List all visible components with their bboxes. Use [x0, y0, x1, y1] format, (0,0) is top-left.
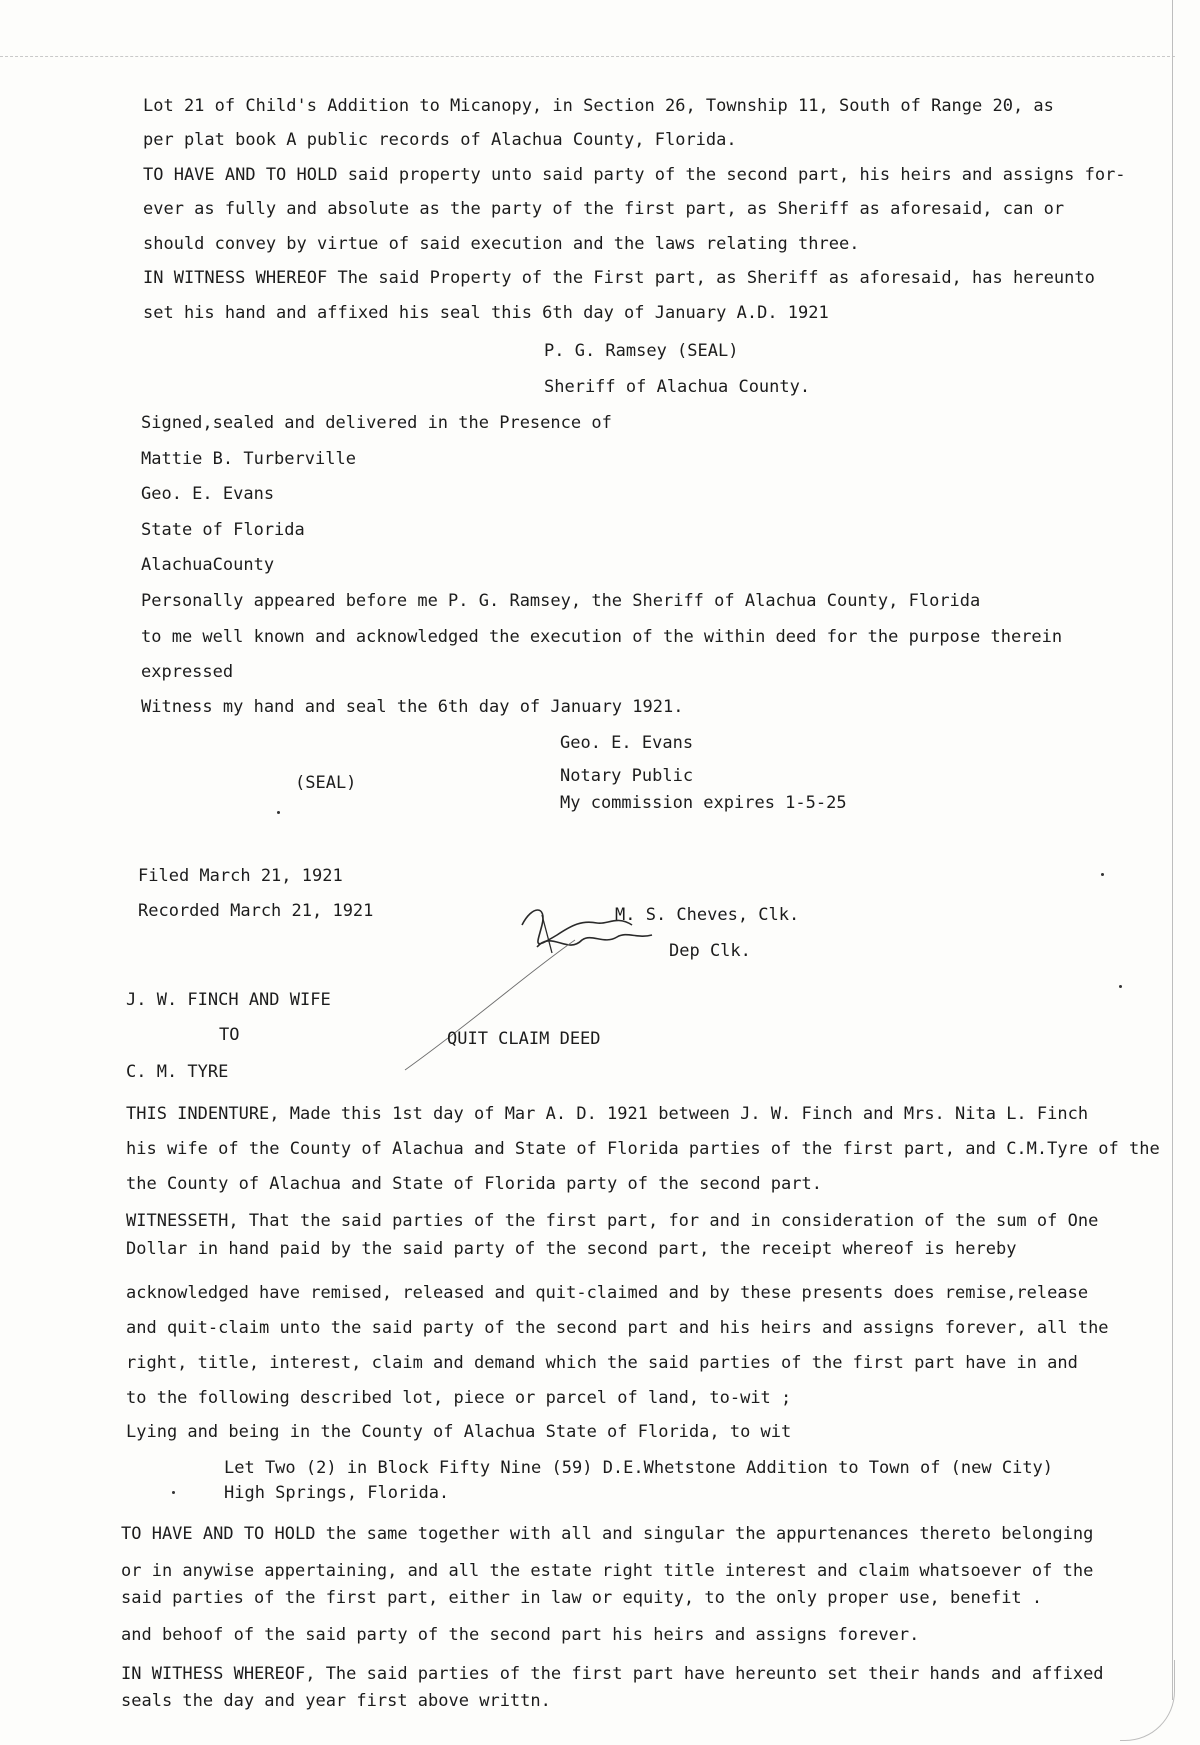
- presence-line-9: Witness my hand and seal the 6th day of January 1921.: [141, 697, 684, 717]
- presence-line-5: AlachuaCounty: [141, 555, 275, 575]
- page-top-edge: [0, 56, 1175, 58]
- deed1-line-7: set his hand and affixed his seal this 6th day of January A.D. 1921: [143, 303, 829, 323]
- deed2-line-9: to the following described lot, piece or parcel of land, to-wit ;: [126, 1388, 792, 1408]
- closing-line-1: TO HAVE AND TO HOLD the same together with all and singular the appurtenances thereto belonging: [121, 1524, 1094, 1544]
- legal-description-line-1: Let Two (2) in Block Fifty Nine (59) D.E.Whetstone Addition to Town of (new City): [224, 1458, 1054, 1478]
- deputy-clerk-label: Dep Clk.: [669, 941, 751, 961]
- sheriff-title: Sheriff of Alachua County.: [544, 377, 811, 397]
- deed2-line-8: right, title, interest, claim and demand which the said parties of the first part have in and: [126, 1353, 1078, 1373]
- deed1-line-6: IN WITNESS WHEREOF The said Property of the First part, as Sheriff as aforesaid, has hereunto: [143, 268, 1095, 288]
- deed-type-heading: QUIT CLAIM DEED: [447, 1029, 601, 1049]
- grantee-heading: C. M. TYRE: [126, 1062, 229, 1082]
- clerk-name: M. S. Cheves, Clk.: [615, 905, 800, 925]
- deed1-line-5: should convey by virtue of said execution and the laws relating three.: [143, 234, 860, 254]
- deed1-line-1: Lot 21 of Child's Addition to Micanopy, in Section 26, Township 11, South of Range 20, as: [143, 96, 1054, 116]
- deed2-line-5: Dollar in hand paid by the said party of the second part, the receipt whereof is hereby: [126, 1239, 1017, 1259]
- presence-line-8: expressed: [141, 662, 234, 682]
- notary-title: Notary Public: [560, 766, 694, 786]
- presence-line-4: State of Florida: [141, 520, 305, 540]
- closing-line-3: said parties of the first part, either in law or equity, to the only proper use, benefit .: [121, 1588, 1043, 1608]
- deed2-line-3: the County of Alachua and State of Florida party of the second part.: [126, 1174, 822, 1194]
- deed1-line-2: per plat book A public records of Alachua County, Florida.: [143, 130, 737, 150]
- ink-speck: [1101, 873, 1104, 876]
- page-curled-corner: [1120, 1660, 1175, 1741]
- stray-pen-stroke: [395, 935, 595, 1075]
- closing-line-6: seals the day and year first above writtn.: [121, 1691, 551, 1711]
- closing-line-4: and behoof of the said party of the second part his heirs and assigns forever.: [121, 1625, 920, 1645]
- presence-line-1: Signed,sealed and delivered in the Presence of: [141, 413, 612, 433]
- deed2-line-6: acknowledged have remised, released and quit-claimed and by these presents does remise,release: [126, 1283, 1089, 1303]
- deed2-line-2: his wife of the County of Alachua and State of Florida parties of the first part, and C.M.Tyre of the: [126, 1139, 1160, 1159]
- presence-line-7: to me well known and acknowledged the execution of the within deed for the purpose therein: [141, 627, 1063, 647]
- legal-description-line-2: High Springs, Florida.: [224, 1483, 450, 1503]
- deed2-line-4: WITNESSETH, That the said parties of the first part, for and in consideration of the sum of One: [126, 1211, 1099, 1231]
- grantor-heading: J. W. FINCH AND WIFE: [126, 990, 331, 1010]
- ink-speck: [172, 1491, 175, 1494]
- ink-speck: [1119, 985, 1122, 988]
- sheriff-signature-name: P. G. Ramsey (SEAL): [544, 341, 739, 361]
- notary-commission: My commission expires 1-5-25: [560, 793, 847, 813]
- deed2-line-1: THIS INDENTURE, Made this 1st day of Mar A. D. 1921 between J. W. Finch and Mrs. Nita L. Finch: [126, 1104, 1089, 1124]
- page-right-edge: [1172, 0, 1173, 1700]
- deed1-line-4: ever as fully and absolute as the party of the first part, as Sheriff as aforesaid, can or: [143, 199, 1065, 219]
- recorded-date: Recorded March 21, 1921: [138, 901, 374, 921]
- presence-line-3: Geo. E. Evans: [141, 484, 275, 504]
- presence-line-2: Mattie B. Turberville: [141, 449, 356, 469]
- notary-name: Geo. E. Evans: [560, 733, 694, 753]
- deed1-line-3: TO HAVE AND TO HOLD said property unto said party of the second part, his heirs and assigns for-: [143, 165, 1126, 185]
- deed2-line-7: and quit-claim unto the said party of the second part and his heirs and assigns forever, all the: [126, 1318, 1109, 1338]
- deed2-line-10: Lying and being in the County of Alachua State of Florida, to wit: [126, 1422, 792, 1442]
- closing-line-5: IN WITHESS WHEREOF, The said parties of the first part have hereunto set their hands and affixed: [121, 1664, 1104, 1684]
- closing-line-2: or in anywise appertaining, and all the estate right title interest and claim whatsoever of the: [121, 1561, 1094, 1581]
- presence-line-6: Personally appeared before me P. G. Ramsey, the Sheriff of Alachua County, Florida: [141, 591, 981, 611]
- filed-date: Filed March 21, 1921: [138, 866, 343, 886]
- notary-seal-label: (SEAL): [295, 773, 357, 793]
- ink-speck: [277, 811, 280, 814]
- to-heading: TO: [219, 1025, 240, 1045]
